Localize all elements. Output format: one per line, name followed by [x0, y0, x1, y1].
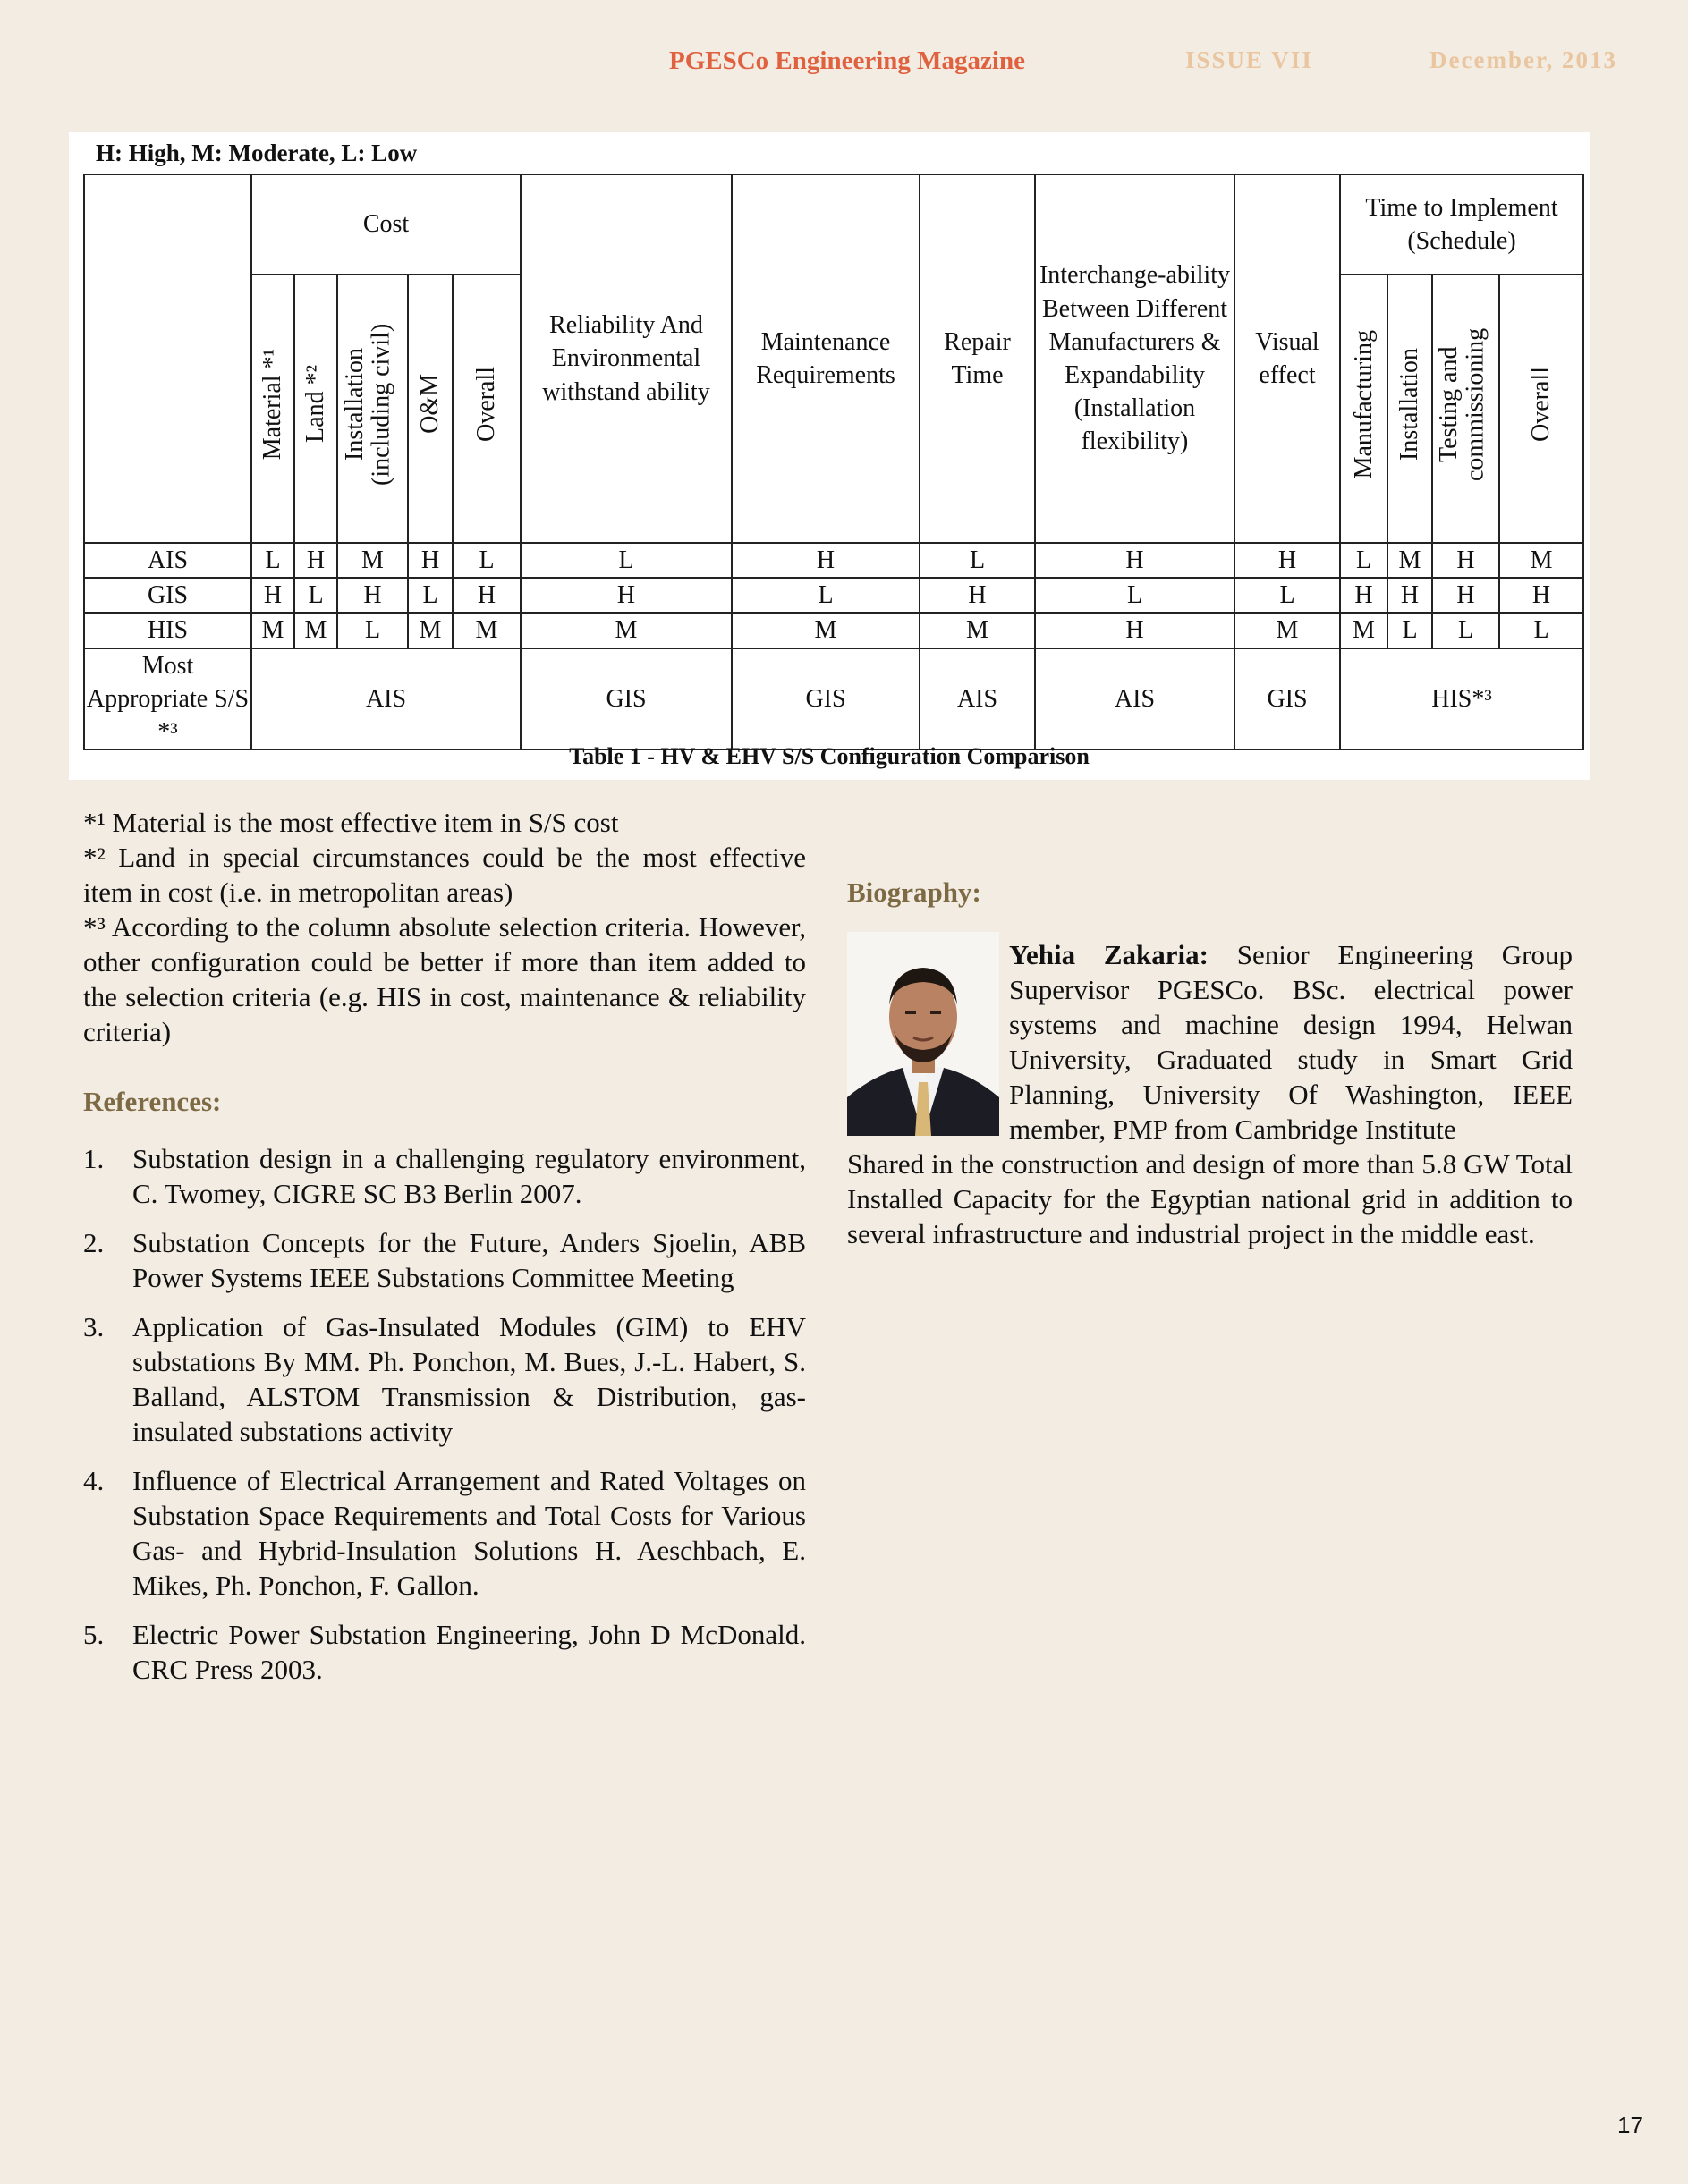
table-cell: H	[1035, 613, 1234, 648]
ref-number: 2.	[83, 1227, 105, 1258]
table-cell: H	[1387, 578, 1432, 613]
cost-installation-header: Installation (including civil)	[337, 275, 408, 543]
ref-text: Application of Gas-Insulated Modules (GIM) to EHV substations By MM. Ph. Ponchon, M. Bues, J.-L. Habert, S. Balland, ALSTOM Transmission & Distribution, gas-insulated substations activity	[132, 1311, 806, 1447]
visual-effect-header: Visual effect	[1234, 174, 1340, 543]
table-cell: L	[1387, 613, 1432, 648]
table-cell: H	[1234, 543, 1340, 578]
table-cell: M	[521, 613, 732, 648]
most-maintenance: GIS	[732, 648, 920, 750]
table-cell: M	[337, 543, 408, 578]
biography-heading: Biography:	[847, 876, 981, 908]
most-reliability: GIS	[521, 648, 732, 750]
ref-text: Influence of Electrical Arrangement and Rated Voltages on Substation Space Requirements and Total Costs for Various Gas- and Hybrid-Insulation Solutions H. Aeschbach, E. Mikes, Ph. Ponchon, F. Gallon.	[132, 1465, 806, 1601]
table-cell: M	[1340, 613, 1387, 648]
table-cell: H	[1340, 578, 1387, 613]
references-heading: References:	[83, 1086, 222, 1117]
cost-om-header: O&M	[408, 275, 453, 543]
comparison-table	[83, 174, 1584, 750]
table-cell: L	[1234, 578, 1340, 613]
table-cell: H	[521, 578, 732, 613]
table-cell: L	[408, 578, 453, 613]
table-row	[84, 578, 1583, 613]
time-installation-header: Installation	[1387, 275, 1432, 543]
page-number: 17	[1617, 2112, 1643, 2138]
maintenance-header: Maintenance Requirements	[732, 174, 920, 543]
list-item	[83, 1141, 806, 1211]
table-cell: M	[408, 613, 453, 648]
table-cell: H	[453, 578, 521, 613]
comparison-table-figure	[69, 132, 1590, 780]
table-cell: H	[1499, 578, 1583, 613]
table-cell: H	[294, 543, 337, 578]
table-legend: H: High, M: Moderate, L: Low	[96, 140, 418, 166]
references-list	[83, 1141, 806, 1687]
issue-label: ISSUE VII	[1185, 47, 1313, 73]
table-caption: Table 1 - HV & EHV S/S Configuration Comparison	[569, 743, 1090, 769]
table-cell: M	[1234, 613, 1340, 648]
cost-group-header: Cost	[251, 174, 521, 275]
table-row	[84, 543, 1583, 578]
time-manufacturing-header: Manufacturing	[1340, 275, 1387, 543]
table-cell: L	[453, 543, 521, 578]
table-cell: M	[453, 613, 521, 648]
ref-text: Substation Concepts for the Future, Anders Sjoelin, ABB Power Systems IEEE Substations Committee Meeting	[132, 1227, 806, 1293]
most-visual: GIS	[1234, 648, 1340, 750]
most-repair: AIS	[920, 648, 1035, 750]
most-time: HIS*³	[1340, 648, 1583, 750]
table-cell: H	[337, 578, 408, 613]
author-photo	[847, 932, 999, 1136]
footnote-1: *¹ Material is the most effective item in S/S cost	[83, 807, 619, 838]
table-cell: L	[521, 543, 732, 578]
table-cell: H	[732, 543, 920, 578]
reliability-header: Reliability And Environmental withstand ability	[521, 174, 732, 543]
time-overall-header: Overall	[1499, 275, 1583, 543]
magazine-title: PGESCo Engineering Magazine	[669, 47, 1025, 75]
list-item	[83, 1225, 806, 1295]
bio-intro: Senior Engineering Group Supervisor PGESCo. BSc. electrical power systems and machine design 1994, Helwan University, Graduated study in Smart Grid Planning, University Of Washington, IEEE member, PMP from Cambridge Institute	[1009, 939, 1573, 1145]
table-cell: L	[251, 543, 294, 578]
time-group-header: Time to Implement (Schedule)	[1340, 174, 1583, 275]
table-row	[84, 613, 1583, 648]
table-cell: M	[1499, 543, 1583, 578]
ref-number: 3.	[83, 1311, 105, 1342]
bio-text-bottom: Shared in the construction and design of more than 5.8 GW Total Installed Capacity for the Egyptian national grid in addition to several infrastructure and industrial project in the middle east.	[847, 1148, 1573, 1249]
interchangeability-header: Interchange-ability Between Different Manufacturers & Expandability (Installation flexibility)	[1035, 174, 1234, 543]
table-cell: L	[732, 578, 920, 613]
cost-overall-header: Overall	[453, 275, 521, 543]
footnote-3: *³ According to the column absolute selection criteria. However, other configuration could be better if more than item added to the selection criteria (e.g. HIS in cost, maintenance & reliability criteria)	[83, 911, 806, 1047]
ref-number: 1.	[83, 1143, 105, 1174]
table-cell: M	[294, 613, 337, 648]
table-cell: L	[1432, 613, 1499, 648]
table-cell: M	[732, 613, 920, 648]
ref-number: 4.	[83, 1465, 105, 1496]
list-item	[83, 1463, 806, 1603]
bio-text-top	[1009, 937, 1573, 1147]
issue-date: December, 2013	[1429, 47, 1617, 73]
ref-text: Electric Power Substation Engineering, John D McDonald. CRC Press 2003.	[132, 1619, 806, 1685]
table-cell: L	[337, 613, 408, 648]
corner-cell	[84, 174, 251, 543]
table-cell: H	[1432, 578, 1499, 613]
footnote-2: *² Land in special circumstances could be the most effective item in cost (i.e. in metropolitan areas)	[83, 842, 806, 908]
most-appropriate-row	[84, 648, 1583, 750]
cost-material-header: Material *¹	[251, 275, 294, 543]
ref-number: 5.	[83, 1619, 105, 1650]
list-item	[83, 1309, 806, 1449]
row-label: Most Appropriate S/S *³	[84, 648, 251, 750]
cost-land-header: Land *²	[294, 275, 337, 543]
table-cell: L	[920, 543, 1035, 578]
most-interchange: AIS	[1035, 648, 1234, 750]
time-testing-header: Testing and commissioning	[1432, 275, 1499, 543]
row-label: HIS	[84, 613, 251, 648]
row-label: GIS	[84, 578, 251, 613]
row-label: AIS	[84, 543, 251, 578]
table-cell: H	[920, 578, 1035, 613]
author-name: Yehia Zakaria:	[1009, 939, 1209, 970]
table-cell: L	[1340, 543, 1387, 578]
list-item	[83, 1617, 806, 1687]
repair-time-header: Repair Time	[920, 174, 1035, 543]
table-cell: L	[1499, 613, 1583, 648]
ref-text: Substation design in a challenging regulatory environment, C. Twomey, CIGRE SC B3 Berlin 2007.	[132, 1143, 806, 1209]
table-cell: H	[408, 543, 453, 578]
table-cell: M	[920, 613, 1035, 648]
table-cell: H	[251, 578, 294, 613]
table-cell: M	[251, 613, 294, 648]
table-cell: L	[1035, 578, 1234, 613]
table-cell: M	[1387, 543, 1432, 578]
most-cost: AIS	[251, 648, 521, 750]
table-cell: L	[294, 578, 337, 613]
table-cell: H	[1035, 543, 1234, 578]
left-column	[83, 805, 806, 1701]
table-cell: H	[1432, 543, 1499, 578]
